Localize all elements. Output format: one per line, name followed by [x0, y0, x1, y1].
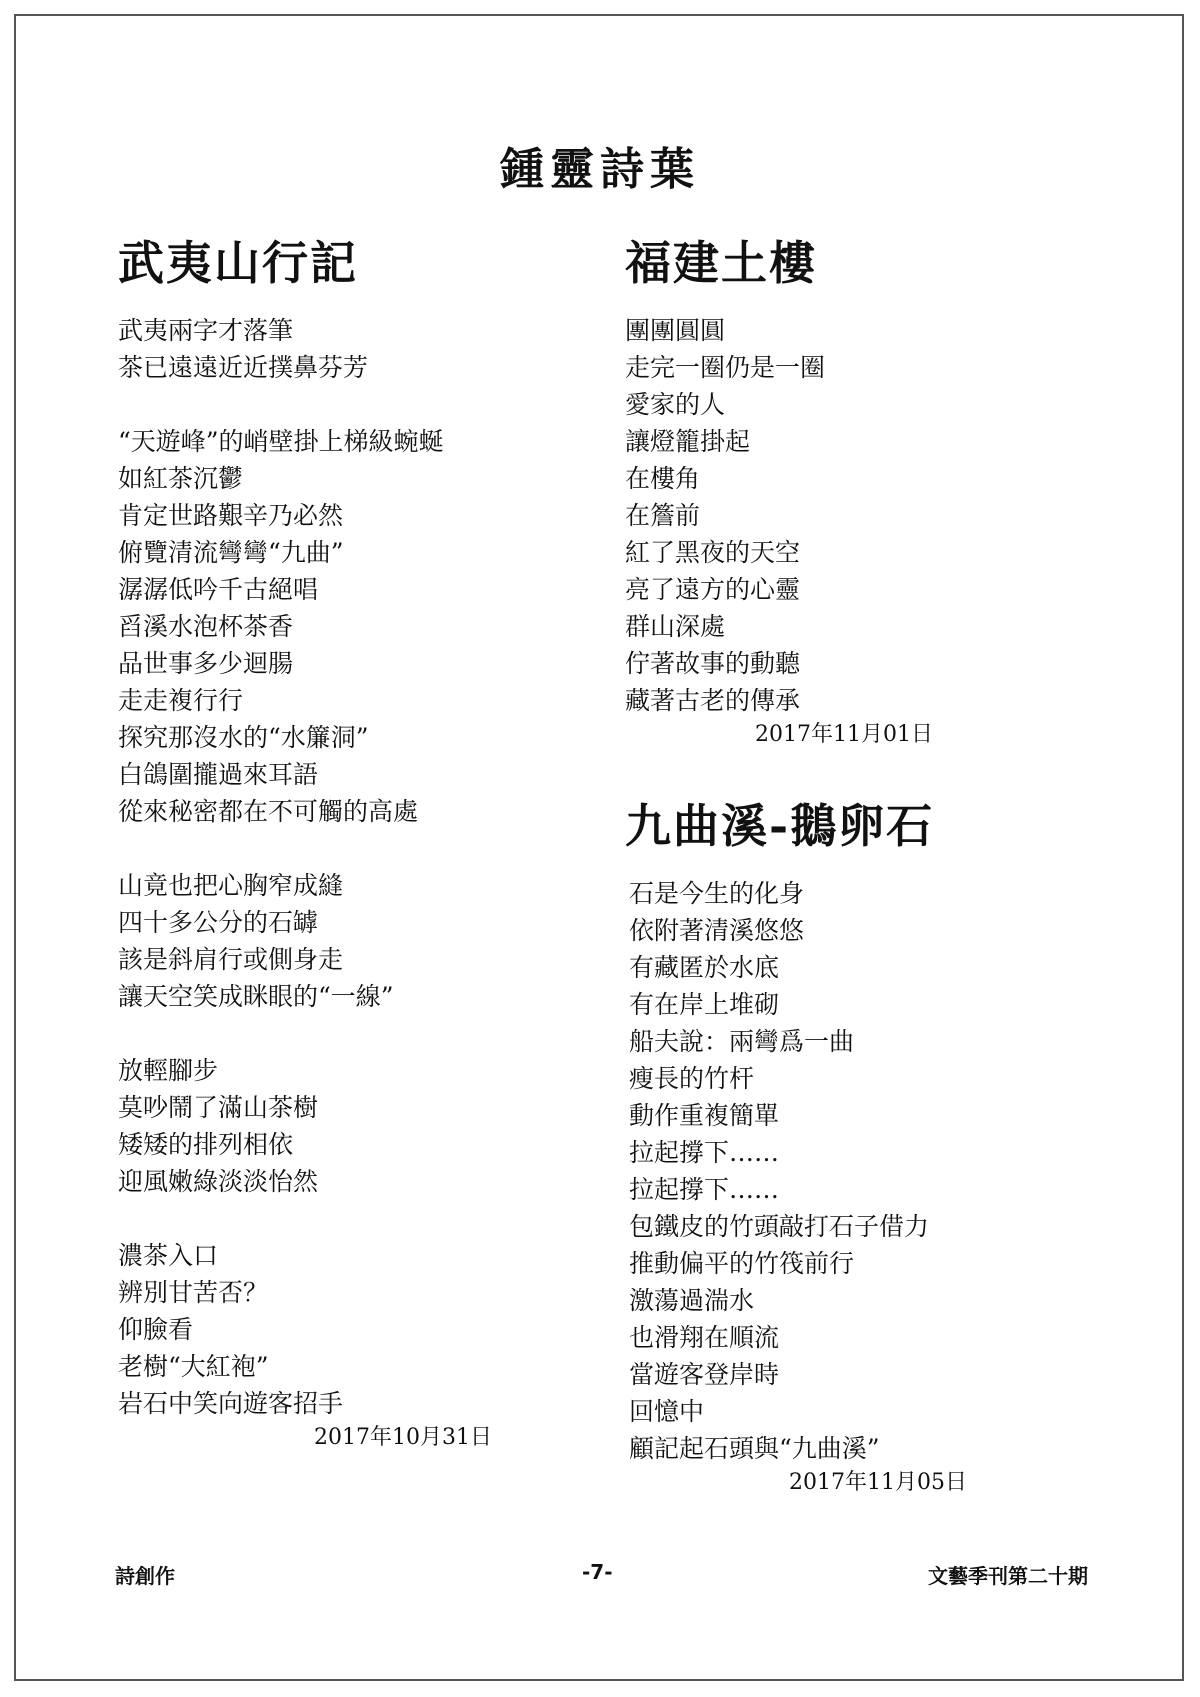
poem-line: 山竟也把心胸窄成縫: [118, 871, 344, 900]
poem-line: 四十多公分的石罅: [118, 908, 319, 937]
poem-date: 2017年10月31日: [314, 1425, 492, 1450]
poem-line: 老樹“大紅袍”: [118, 1352, 269, 1381]
poem-line: 在簷前: [625, 501, 701, 530]
poem-date: 2017年11月01日: [755, 722, 933, 747]
poem-line: 包鐵皮的竹頭敲打石子借力: [629, 1212, 930, 1241]
poem-line: 莫吵鬧了滿山茶樹: [118, 1093, 319, 1122]
poem-title: 武夷山行記: [118, 236, 358, 290]
poem-line: 佇著故事的動聽: [625, 649, 801, 678]
poem-line: 動作重複簡單: [629, 1101, 780, 1130]
poem-title: 九曲溪-鵝卵石: [625, 799, 935, 853]
poem-line: 群山深處: [625, 612, 726, 641]
poem-line: 顧記起石頭與“九曲溪”: [629, 1434, 880, 1463]
poem-line: 該是斜肩行或側身走: [118, 945, 344, 974]
poem-line: 探究那沒水的“水簾洞”: [118, 723, 369, 752]
poem-line: 走走複行行: [118, 686, 244, 715]
poem-line: 藏著古老的傳承: [625, 686, 801, 715]
poem-line: 讓燈籠掛起: [625, 427, 751, 456]
poem-line: 茶已遠遠近近撲鼻芬芳: [118, 353, 369, 382]
poem-line: 岩石中笑向遊客招手: [118, 1389, 344, 1418]
poem-line: 從來秘密都在不可觸的高處: [118, 797, 419, 826]
poem-line: 讓天空笑成眯眼的“一線”: [118, 982, 394, 1011]
poem-line: 舀溪水泡杯茶香: [118, 612, 294, 641]
poem-line: 紅了黑夜的天空: [625, 538, 801, 567]
footer-page-number: -7-: [582, 1560, 613, 1584]
poem-line: 迎風嫩綠淡淡怡然: [118, 1167, 319, 1196]
poem-line: 俯覽清流彎彎“九曲”: [118, 538, 344, 567]
poem-line: “天遊峰”的峭壁掛上梯級蜿蜒: [118, 427, 444, 456]
poem-date: 2017年11月05日: [789, 1470, 967, 1495]
poem-body: [629, 875, 1105, 1467]
poem-line: 石是今生的化身: [629, 879, 805, 908]
poem-line: 有在岸上堆砌: [629, 990, 780, 1019]
poem-line: 愛家的人: [625, 390, 726, 419]
poem-line: 白鴿圍攏過來耳語: [118, 760, 319, 789]
footer-section: 詩創作: [115, 1564, 175, 1588]
poem-line: 推動偏平的竹筏前行: [629, 1249, 855, 1278]
stanza: [118, 1237, 598, 1422]
poem-line: 拉起撐下……: [629, 1138, 780, 1167]
poem-title: 福建土樓: [625, 236, 817, 290]
poem-line: 團團圓圓: [625, 316, 726, 345]
poem-wuyi: [118, 232, 598, 1454]
poem-line: 依附著清溪悠悠: [629, 916, 805, 945]
poem-line: 激蕩過湍水: [629, 1286, 755, 1315]
poem-line: 仰臉看: [118, 1315, 194, 1344]
page-header-title: 鍾靈詩葉: [500, 144, 700, 195]
poem-body: [625, 312, 1105, 719]
stanza: [118, 867, 598, 1015]
poem-line: 在樓角: [625, 464, 701, 493]
poem-line: 肯定世路艱辛乃必然: [118, 501, 344, 530]
poem-line: 亮了遠方的心靈: [625, 575, 801, 604]
poem-line: 放輕腳步: [118, 1056, 219, 1085]
stanza: [118, 423, 598, 830]
poem-line: 走完一圈仍是一圈: [625, 353, 826, 382]
poem-jiuqu: [625, 795, 1105, 1499]
poem-line: 品世事多少迴腸: [118, 649, 294, 678]
poem-line: 潺潺低吟千古絕唱: [118, 575, 319, 604]
poem-line: 如紅茶沉鬱: [118, 464, 244, 493]
poem-tulou: [625, 232, 1105, 751]
poem-line: 船夫說：兩彎爲一曲: [629, 1027, 855, 1056]
poem-line: 拉起撐下……: [629, 1175, 780, 1204]
poem-line: 回憶中: [629, 1397, 705, 1426]
footer-publication: 文藝季刊第二十期: [928, 1564, 1088, 1588]
poem-line: 瘦長的竹杆: [629, 1064, 755, 1093]
poem-line: 武夷兩字才落筆: [118, 316, 294, 345]
stanza: [118, 312, 598, 386]
poem-line: 有藏匿於水底: [629, 953, 780, 982]
poem-line: 矮矮的排列相依: [118, 1130, 294, 1159]
poem-line: 也滑翔在順流: [629, 1323, 780, 1352]
poem-line: 濃茶入口: [118, 1241, 219, 1270]
stanza: [118, 1052, 598, 1200]
poem-line: 辨別甘苦否？: [118, 1278, 269, 1307]
poem-line: 當遊客登岸時: [629, 1360, 780, 1389]
